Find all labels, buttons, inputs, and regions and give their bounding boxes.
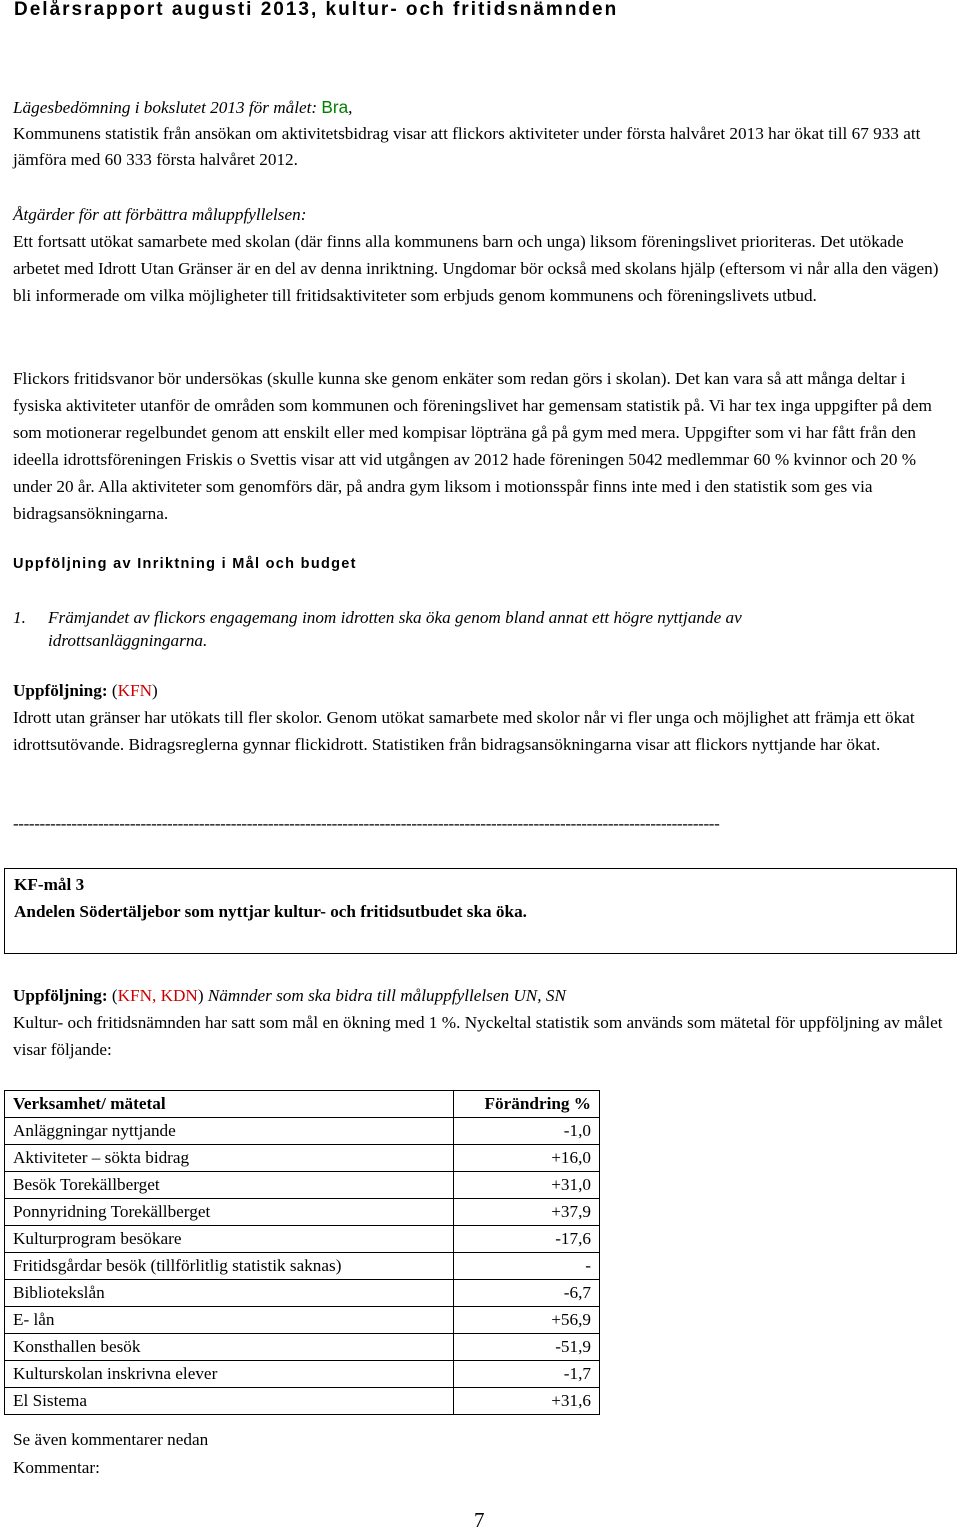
table-row xyxy=(5,1388,600,1415)
table-cell-label: Kulturskolan inskrivna elever xyxy=(5,1361,454,1388)
table-row xyxy=(5,1172,600,1199)
comment-label: Kommentar: xyxy=(13,1458,100,1477)
kf-goal-box xyxy=(4,868,957,954)
table-row xyxy=(5,1280,600,1307)
table-cell-label: Besök Torekällberget xyxy=(5,1172,454,1199)
table-row xyxy=(5,1118,600,1145)
table-cell-value: -1,0 xyxy=(454,1118,600,1145)
table-row xyxy=(5,1334,600,1361)
table-cell-label: Anläggningar nyttjande xyxy=(5,1118,454,1145)
followup-label: Uppföljning: xyxy=(13,681,108,700)
assessment-rating-suffix: , xyxy=(348,98,353,117)
assessment-rating: Bra xyxy=(321,97,349,117)
table-row xyxy=(5,1253,600,1280)
followup2-label-line xyxy=(13,982,948,1009)
table-cell-value: +37,9 xyxy=(454,1199,600,1226)
followup2-paren-close: ) xyxy=(197,986,204,1005)
table-cell-value: - xyxy=(454,1253,600,1280)
followup2-orgs: KFN, KDN xyxy=(117,986,198,1005)
page-number: 7 xyxy=(474,1508,485,1532)
table-row xyxy=(5,1145,600,1172)
table-cell-label: Fritidsgårdar besök (tillförlitlig statistik saknas) xyxy=(5,1253,454,1280)
followup2-label: Uppföljning: xyxy=(13,986,108,1005)
measures-paragraph-2: Flickors fritidsvanor bör undersökas (skulle kunna ske genom enkäter som redan görs i skolan). Det kan vara så att många deltar i fysiska aktiviteter utanför de områden som kommunen och föreningslivet har gemensam statistik på. Vi har tex inga uppgifter på dem som motionerar regelbundet genom att enskilt eller med kompisar löpträna gå på gym med mera. Uppgifter som vi har fått från den ideella idrottsföreningen Friskis o Svettis visar att vid utgången av 2012 hade föreningen 5042 medlemmar 60 % kvinnor och 20 % under 20 år. Alla aktiviteter som genomförs där, på andra gym liksom i motionsspår finns inte med i den statistik som ges via bidragsansökningarna. xyxy=(13,369,932,523)
assessment-block xyxy=(13,94,948,173)
assessment-text: Kommunens statistik från ansökan om aktivitetsbidrag visar att flickors aktiviteter under första halvåret 2013 har ökat till 67 933 att jämföra med 60 333 första halvåret 2012. xyxy=(13,124,921,169)
followup-paren-close: ) xyxy=(151,681,158,700)
followup-paren-open: ( xyxy=(111,681,118,700)
followup-text: Idrott utan gränser har utökats till fler skolor. Genom utökat samarbete med skolor når vi fler unga och möjlighet att främja ett ökat idrottsutövande. Bidragsreglerna gynnar flickidrott. Statistiken från bidragsansökningarna visar att flickors nyttjande har ökat. xyxy=(13,708,915,754)
followup2-paren-open: ( xyxy=(111,986,118,1005)
table-cell-label: Kulturprogram besökare xyxy=(5,1226,454,1253)
table-cell-value: -17,6 xyxy=(454,1226,600,1253)
table-header-cell: Verksamhet/ mätetal xyxy=(5,1091,454,1118)
table-cell-value: -6,7 xyxy=(454,1280,600,1307)
measures-heading: Åtgärder för att förbättra måluppfyllelsen: xyxy=(13,205,307,224)
table-cell-value: -51,9 xyxy=(454,1334,600,1361)
table-header-row xyxy=(5,1091,600,1118)
table-cell-value: +31,6 xyxy=(454,1388,600,1415)
table-cell-label: Aktiviteter – sökta bidrag xyxy=(5,1145,454,1172)
table-cell-value: +56,9 xyxy=(454,1307,600,1334)
measures-paragraph-1: Ett fortsatt utökat samarbete med skolan (där finns alla kommunens barn och unga) liksom föreningslivet prioriteras. Det utökade arbetet med Idrott Utan Gränser är en del av denna inriktning. Ungdomar bör också med skolans hjälp (eftersom vi når alla den vägen) bli informerade om vilka möjligheter till fritidsaktiviteter som erbjuds genom kommunens och föreningslivets utbud. xyxy=(13,232,939,305)
followup-label-line xyxy=(13,677,948,704)
assessment-label: Lägesbedömning i bokslutet 2013 för målet: xyxy=(13,98,318,117)
table-cell-label: El Sistema xyxy=(5,1388,454,1415)
page-header: Delårsrapport augusti 2013, kultur- och fritidsnämnden xyxy=(14,0,619,20)
see-also-note: Se även kommentarer nedan xyxy=(13,1430,209,1449)
kf-goal-text: Andelen Södertäljebor som nyttjar kultur- och fritidsutbudet ska öka. xyxy=(14,902,527,921)
table-header-cell: Förändring % xyxy=(454,1091,600,1118)
followup-section-heading: Uppföljning av Inriktning i Mål och budget xyxy=(13,556,357,572)
table-row xyxy=(5,1361,600,1388)
followup2-text: Kultur- och fritidsnämnden har satt som mål en ökning med 1 %. Nyckeltal statistik som används som mätetal för uppföljning av målet visar följande: xyxy=(13,1013,943,1059)
kf-goal-title: KF-mål 3 xyxy=(14,875,85,894)
metrics-table xyxy=(4,1090,600,1415)
table-row xyxy=(5,1226,600,1253)
table-cell-label: Bibliotekslån xyxy=(5,1280,454,1307)
goal-number: 1. xyxy=(13,608,26,627)
table-row xyxy=(5,1307,600,1334)
table-cell-label: E- lån xyxy=(5,1307,454,1334)
table-cell-value: +16,0 xyxy=(454,1145,600,1172)
table-row xyxy=(5,1199,600,1226)
followup-org: KFN xyxy=(117,681,152,700)
table-cell-value: +31,0 xyxy=(454,1172,600,1199)
table-cell-label: Ponnyridning Torekällberget xyxy=(5,1199,454,1226)
goal-text: Främjandet av flickors engagemang inom idrotten ska öka genom bland annat ett högre nyttjande av idrottsanläggningarna. xyxy=(48,608,742,650)
separator-line: ------------------------------------------------------------------------------------------------------------------------------------- xyxy=(13,814,720,833)
followup2-boards: Nämnder som ska bidra till måluppfyllelsen UN, SN xyxy=(207,986,566,1005)
table-cell-value: -1,7 xyxy=(454,1361,600,1388)
table-cell-label: Konsthallen besök xyxy=(5,1334,454,1361)
